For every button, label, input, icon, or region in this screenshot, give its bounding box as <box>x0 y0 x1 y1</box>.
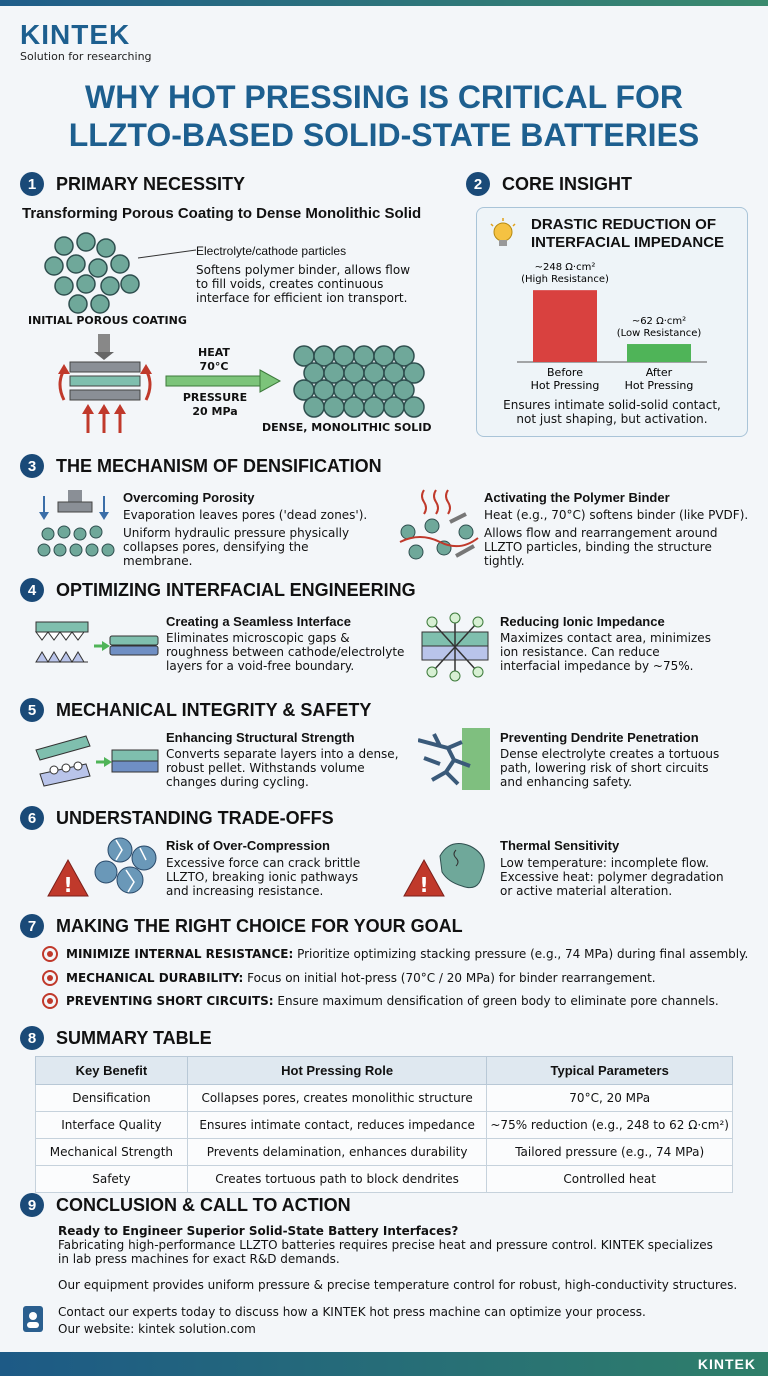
goal-item: MINIMIZE INTERNAL RESISTANCE: Prioritize optimizing stacking pressure (e.g., 74 MPa) during final assembly. <box>42 946 748 962</box>
impedance-card <box>476 207 748 437</box>
thermal-text: Low temperature: incomplete flow. Excessive heat: polymer degradation or active material alteration. <box>500 856 724 898</box>
goal-item: MECHANICAL DURABILITY: Focus on initial hot-press (70°C / 20 MPa) for binder rearrangement. <box>42 970 656 986</box>
table-row: Interface Quality Ensures intimate contact, reduces impedance ~75% reduction (e.g., 248 to 62 Ω·cm²) <box>36 1112 733 1139</box>
binder-title: Activating the Polymer Binder <box>484 490 670 505</box>
ionic-impedance-icon <box>420 612 490 682</box>
dendrite-icon <box>418 726 492 792</box>
target-icon <box>42 993 58 1009</box>
section-title: MECHANICAL INTEGRITY & SAFETY <box>56 699 372 720</box>
section-number-badge: 7 <box>20 914 44 938</box>
binder-text: Heat (e.g., 70°C) softens binder (like PVDF). Allows flow and rearrangement around LLZTO particles, binding the structure tightly. <box>484 508 749 568</box>
binder-heat-icon <box>396 486 480 566</box>
section-number-badge: 9 <box>20 1193 44 1217</box>
column-header: Key Benefit <box>36 1057 188 1085</box>
section-8-header <box>20 1026 212 1050</box>
bar-before <box>533 290 597 362</box>
svg-text:!: ! <box>63 873 73 897</box>
lightbulb-icon <box>489 218 517 252</box>
column-header: Hot Pressing Role <box>187 1057 487 1085</box>
porosity-text: Evaporation leaves pores ('dead zones'). Uniform hydraulic pressure physically collapses pores, densifying the membrane. <box>123 508 368 568</box>
target-icon <box>42 946 58 962</box>
title-line-1: WHY HOT PRESSING IS CRITICAL FOR <box>85 79 683 115</box>
top-accent-bar <box>0 0 768 6</box>
title-line-2: LLZTO-BASED SOLID-STATE BATTERIES <box>68 117 700 153</box>
section-title: PRIMARY NECESSITY <box>56 173 246 194</box>
strength-text: Converts separate layers into a dense, robust pellet. Withstands volume changes during cycling. <box>166 747 399 789</box>
logo-tagline: Solution for researching <box>20 50 152 63</box>
section-number-badge: 3 <box>20 454 44 478</box>
data-label: ~248 Ω·cm² <box>534 262 596 274</box>
conclusion-text: Ready to Engineer Superior Solid-State Battery Interfaces? Fabricating high-performance LLZTO batteries requires precise heat and pressure control. KINTEK specializes in lab press machines for exact R&D demands. Our equipment provides uniform pressure & precise temperature control for robust, high-conductivity structures. <box>58 1224 748 1292</box>
table-row: Mechanical Strength Prevents delamination, enhances durability Tailored pressure (e.g., 74 MPa) <box>36 1139 733 1166</box>
contact-block <box>58 1304 646 1338</box>
contact-text: Contact our experts today to discuss how a KINTEK hot press machine can optimize your process. <box>58 1305 646 1319</box>
press-icon <box>58 334 152 433</box>
section-6-header <box>20 806 334 830</box>
category-label: Before <box>547 366 583 379</box>
pressure-label: PRESSURE 20 MPa <box>182 391 248 418</box>
contact-book-icon <box>20 1304 46 1334</box>
column-header: Typical Parameters <box>487 1057 733 1085</box>
porous-particles-icon <box>45 233 139 313</box>
footer-bar <box>0 1352 768 1376</box>
section-number-badge: 4 <box>20 578 44 602</box>
table-header-row <box>36 1057 733 1085</box>
section-title: CONCLUSION & CALL TO ACTION <box>56 1194 351 1215</box>
dendrite-text: Dense electrolyte creates a tortuous path, lowering risk of short circuits and enhancing safety. <box>500 747 720 789</box>
category-label: Hot Pressing <box>624 379 694 392</box>
dense-particles-icon <box>294 346 424 417</box>
svg-text:!: ! <box>419 873 429 897</box>
dense-solid-label: DENSE, MONOLITHIC SOLID <box>262 421 432 434</box>
section-number-badge: 1 <box>20 172 44 196</box>
impedance-chart <box>477 254 747 394</box>
goal-item: PREVENTING SHORT CIRCUITS: Ensure maximum densification of green body to eliminate pore channels. <box>42 993 719 1009</box>
section-title: UNDERSTANDING TRADE-OFFS <box>56 807 334 828</box>
section-7-header <box>20 914 463 938</box>
section-number-badge: 6 <box>20 806 44 830</box>
strength-title: Enhancing Structural Strength <box>166 730 355 745</box>
summary-table <box>35 1056 733 1193</box>
ionic-text: Maximizes contact area, minimizes ion resistance. Can reduce interfacial impedance by ~75%. <box>500 631 711 673</box>
section-title: SUMMARY TABLE <box>56 1027 212 1048</box>
section-title: MAKING THE RIGHT CHOICE FOR YOUR GOAL <box>56 915 463 936</box>
initial-coating-label: INITIAL POROUS COATING <box>28 314 187 327</box>
section-5-header <box>20 698 371 722</box>
target-icon <box>42 970 58 986</box>
thermal-title: Thermal Sensitivity <box>500 838 620 853</box>
website-link[interactable]: Our website: kintek solution.com <box>58 1322 256 1336</box>
over-compression-text: Excessive force can crack brittle LLZTO, breaking ionic pathways and increasing resistance. <box>166 856 361 898</box>
card-title: DRASTIC REDUCTION OF INTERFACIAL IMPEDANCE <box>531 216 725 251</box>
porosity-title: Overcoming Porosity <box>123 490 255 505</box>
particles-label: Electrolyte/cathode particles <box>196 244 347 258</box>
kintek-logo[interactable] <box>20 20 152 63</box>
category-label: After <box>645 366 673 379</box>
data-label: (Low Resistance) <box>616 328 702 340</box>
cracked-particles-icon <box>44 836 164 902</box>
section-title: CORE INSIGHT <box>502 173 633 194</box>
section-title: OPTIMIZING INTERFACIAL ENGINEERING <box>56 579 416 600</box>
particles-description: Softens polymer binder, allows flow to fill voids, creates continuous interface for efficient ion transport. <box>196 263 411 305</box>
section-1-header <box>20 172 245 196</box>
seamless-interface-icon <box>34 618 160 672</box>
section-4-header <box>20 578 416 602</box>
seamless-title: Creating a Seamless Interface <box>166 614 351 629</box>
section-number-badge: 8 <box>20 1026 44 1050</box>
data-label: (High Resistance) <box>521 274 609 286</box>
section-1-subtitle: Transforming Porous Coating to Dense Monolithic Solid <box>22 205 422 222</box>
section-number-badge: 5 <box>20 698 44 722</box>
thermal-sensitivity-icon <box>400 836 496 902</box>
data-label: ~62 Ω·cm² <box>631 316 687 328</box>
table-row: Safety Creates tortuous path to block dendrites Controlled heat <box>36 1166 733 1193</box>
footer-brand: KINTEK <box>697 1356 756 1372</box>
heat-label: HEAT 70°C <box>198 346 230 373</box>
logo-name: KINTEK <box>20 19 131 50</box>
dendrite-title: Preventing Dendrite Penetration <box>500 730 699 745</box>
table-row: Densification Collapses pores, creates monolithic structure 70°C, 20 MPa <box>36 1085 733 1112</box>
section-2-header <box>466 172 632 196</box>
section-3-header <box>20 454 382 478</box>
seamless-text: Eliminates microscopic gaps & roughness between cathode/electrolyte layers for a void-free boundary. <box>166 631 405 673</box>
bar-after <box>627 344 691 362</box>
card-footer: Ensures intimate solid-solid contact, not just shaping, but activation. <box>503 398 721 426</box>
porosity-press-icon <box>34 488 118 564</box>
section-number-badge: 2 <box>466 172 490 196</box>
page-title <box>0 78 768 154</box>
over-compression-title: Risk of Over-Compression <box>166 838 330 853</box>
category-label: Hot Pressing <box>530 379 600 392</box>
structural-strength-icon <box>34 730 160 790</box>
section-title: THE MECHANISM OF DENSIFICATION <box>56 455 382 476</box>
ionic-title: Reducing Ionic Impedance <box>500 614 665 629</box>
conclusion-headline: Ready to Engineer Superior Solid-State Battery Interfaces? <box>58 1224 459 1238</box>
section-9-header <box>20 1193 351 1217</box>
